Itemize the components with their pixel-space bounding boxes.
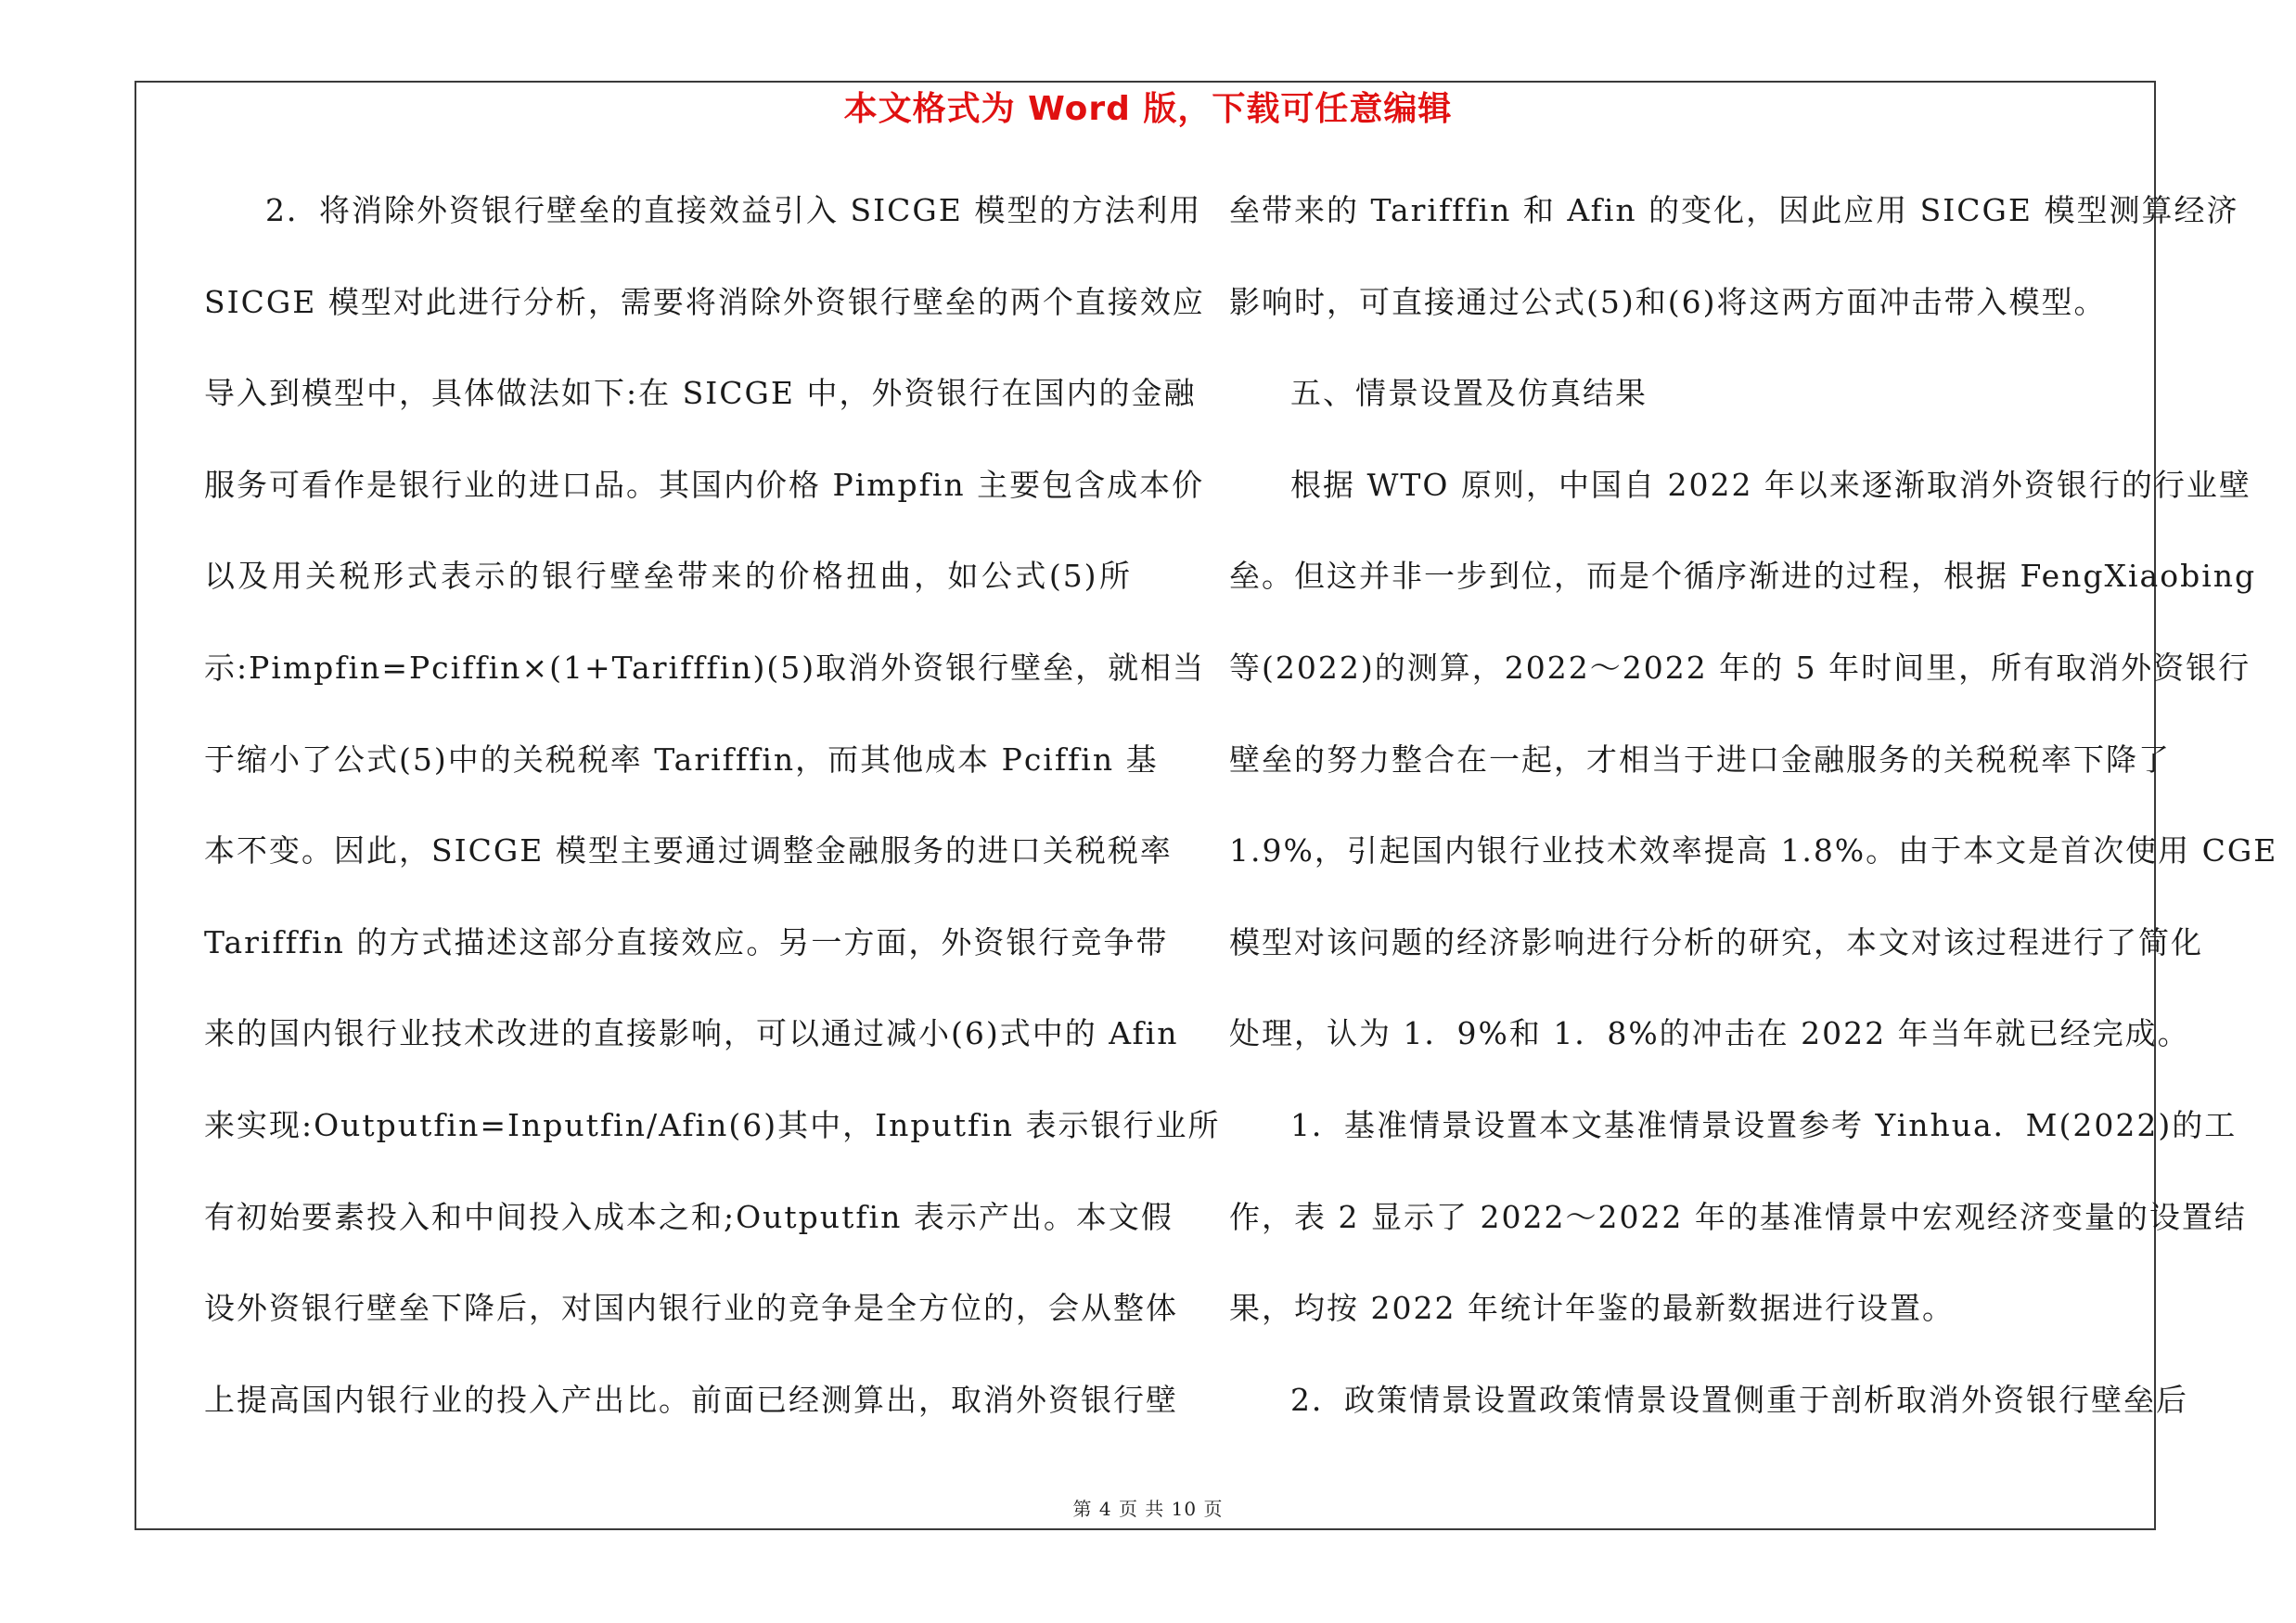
text-line: 1．基准情景设置本文基准情景设置参考 Yinhua．M(2022)的工 xyxy=(1290,1106,2238,1143)
text-line: 来实现:Outputfin=Inputfin/Afin(6)其中，Inputfin 表示银行业所 xyxy=(204,1106,1221,1143)
text-line: 示:Pimpfin=Pciffin×(1+Tarifffin)(5)取消外资银行壁垒，就相当 xyxy=(204,649,1206,686)
text-line: 壁垒的努力整合在一起，才相当于进口金融服务的关税税率下降了 xyxy=(1229,741,2171,778)
text-line: 来的国内银行业技术改进的直接影响，可以通过减小(6)式中的 Afin xyxy=(204,1015,1179,1052)
text-line: 2．将消除外资银行壁垒的直接效益引入 SICGE 模型的方法利用 xyxy=(265,192,1202,228)
text-line: 上提高国内银行业的投入产出比。前面已经测算出，取消外资银行壁 xyxy=(204,1381,1178,1418)
text-line: 影响时，可直接通过公式(5)和(6)将这两方面冲击带入模型。 xyxy=(1229,283,2107,320)
text-line: 有初始要素投入和中间投入成本之和;Outputfin 表示产出。本文假 xyxy=(204,1198,1174,1235)
text-line: 于缩小了公式(5)中的关税税率 Tarifffin，而其他成本 Pciffin 基 xyxy=(204,741,1159,778)
text-line: 2．政策情景设置政策情景设置侧重于剖析取消外资银行壁垒后 xyxy=(1290,1381,2188,1418)
text-line: 果，均按 2022 年统计年鉴的最新数据进行设置。 xyxy=(1229,1290,1955,1327)
text-line: 垒。但这并非一步到位，而是个循序渐进的过程，根据 FengXiaobing xyxy=(1229,558,2257,595)
text-line: 等(2022)的测算，2022～2022 年的 5 年时间里，所有取消外资银行 xyxy=(1229,649,2251,686)
text-line: 以及用关税形式表示的银行壁垒带来的价格扭曲，如公式(5)所 xyxy=(204,558,1132,595)
text-line: 1.9%，引起国内银行业技术效率提高 1.8%。由于本文是首次使用 CGE xyxy=(1229,832,2278,869)
section-heading: 五、情景设置及仿真结果 xyxy=(1290,375,1648,412)
editable-format-banner: 本文格式为 Word 版，下载可任意编辑 xyxy=(843,90,1453,128)
text-line: 服务可看作是银行业的进口品。其国内价格 Pimpfin 主要包含成本价 xyxy=(204,466,1205,503)
text-line: 处理，认为 1．9%和 1．8%的冲击在 2022 年当年就已经完成。 xyxy=(1229,1015,2190,1052)
right-text-column xyxy=(1229,184,2278,1464)
text-line: 本不变。因此，SICGE 模型主要通过调整金融服务的进口关税税率 xyxy=(204,832,1173,869)
text-line: 垒带来的 Tarifffin 和 Afin 的变化，因此应用 SICGE 模型测算经济 xyxy=(1229,192,2239,228)
left-text-column xyxy=(204,184,1221,1464)
text-line: 设外资银行壁垒下降后，对国内银行业的竞争是全方位的，会从整体 xyxy=(204,1290,1178,1327)
page-number-footer: 第 4 页 共 10 页 xyxy=(1072,1498,1224,1520)
text-line: 导入到模型中，具体做法如下:在 SICGE 中，外资银行在国内的金融 xyxy=(204,375,1197,412)
text-line: 作，表 2 显示了 2022～2022 年的基准情景中宏观经济变量的设置结 xyxy=(1229,1198,2247,1235)
text-line: 模型对该问题的经济影响进行分析的研究，本文对该过程进行了简化 xyxy=(1229,923,2203,960)
text-line: Tarifffin 的方式描述这部分直接效应。另一方面，外资银行竞争带 xyxy=(204,923,1169,960)
text-line: SICGE 模型对此进行分析，需要将消除外资银行壁垒的两个直接效应 xyxy=(204,283,1205,320)
text-line: 根据 WTO 原则，中国自 2022 年以来逐渐取消外资银行的行业壁 xyxy=(1290,466,2251,503)
